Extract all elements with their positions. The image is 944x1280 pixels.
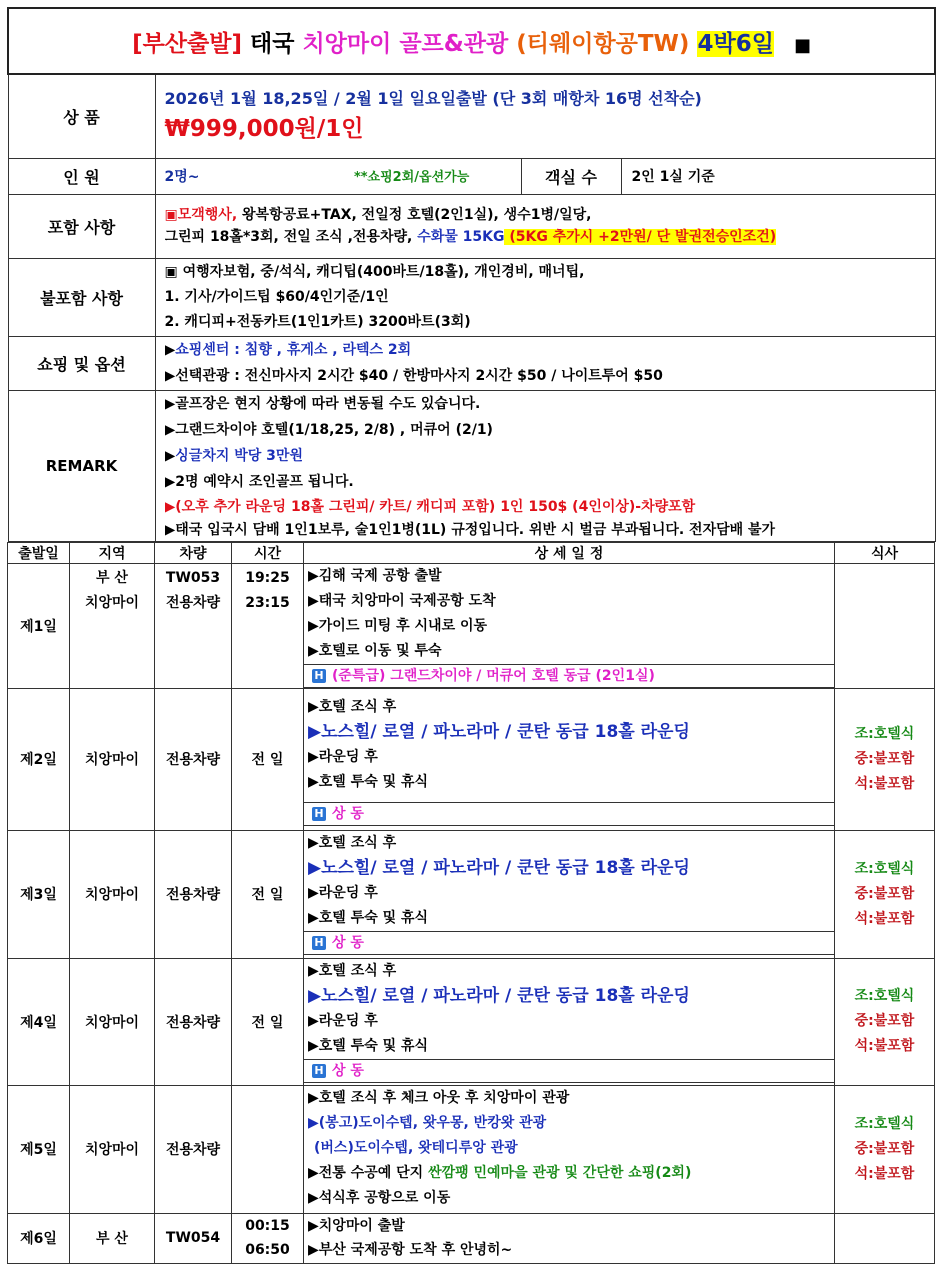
day-row	[8, 563, 935, 688]
day-detail	[304, 688, 835, 830]
schedule-item: ▶태국 치앙마이 국제공항 도착	[308, 592, 496, 609]
shopping-label: 쇼핑 및 옵션	[8, 336, 155, 390]
title-country: 태국	[249, 30, 295, 57]
schedule-item: ▶호텔 조식 후	[308, 962, 397, 979]
arrow-icon: ▶	[164, 342, 176, 358]
remark-line: ▶골프장은 현지 상황에 따라 변동될 수도 있습니다.	[164, 395, 481, 412]
time	[232, 1085, 304, 1213]
schedule-item: ▶라운딩 후	[308, 884, 378, 901]
region: 치앙마이	[70, 958, 155, 1085]
vehicle: TW054	[155, 1213, 232, 1263]
included-line2: 그린피 18홀*3회, 전일 조식 ,전용차량,	[164, 229, 418, 245]
schedule-item: ▶호텔 조식 후	[308, 834, 397, 851]
time: 23:15	[245, 594, 290, 611]
schedule-item: ▶석식후 공항으로 이동	[308, 1189, 451, 1206]
meal-cell	[835, 688, 935, 830]
product-label: 상 품	[8, 74, 155, 158]
meal-breakfast: 조:호텔식	[854, 725, 915, 742]
meal-breakfast: 조:호텔식	[854, 1115, 915, 1132]
title-duration: 4박6일	[697, 30, 774, 57]
hotel-icon: H	[312, 1064, 326, 1078]
title-square-icon: ■	[793, 34, 811, 56]
shopping-centers: 쇼핑센터 : 침향 , 휴게소 , 라텍스 2회	[175, 342, 412, 358]
remark-line: ▶그랜드차이야 호텔(1/18,25, 2/8) , 머큐어 (2/1)	[164, 421, 493, 438]
itinerary-document	[7, 7, 934, 1264]
title-airline: (티웨이항공TW)	[516, 30, 690, 57]
schedule-item: ▶부산 국제공항 도착 후 안녕히~	[308, 1242, 513, 1258]
included-cell	[155, 194, 935, 258]
excluded-line: 2. 캐디피+전동카트(1인1카트) 3200바트(3회)	[164, 313, 471, 330]
schedule-item: ▶호텔 조식 후	[308, 698, 397, 715]
people-cell	[155, 158, 521, 194]
vehicle: 전용차량	[155, 958, 232, 1085]
schedule-item: (버스)도이수텝, 왓테디루앙 관광	[314, 1139, 518, 1156]
hotel-name: 상 동	[332, 934, 364, 951]
product-dates: 2026년 1월 18,25일 / 2월 1일 일요일출발 (단 3회 매항차 16명 선착순)	[164, 89, 702, 109]
vehicle: TW053	[165, 569, 221, 586]
day-detail	[304, 958, 835, 1085]
region: 부 산	[70, 1213, 155, 1263]
day-detail	[304, 563, 835, 688]
header-detail: 상 세 일 정	[304, 542, 835, 563]
schedule-item: ▶김해 국제 공항 출발	[308, 567, 442, 584]
meal-dinner: 석:불포함	[854, 1165, 915, 1182]
title-departure: [부산출발]	[132, 30, 242, 57]
meal-cell	[835, 1213, 935, 1263]
time: 06:50	[245, 1242, 290, 1258]
header-meal: 식사	[835, 542, 935, 563]
day-detail	[304, 1085, 835, 1213]
region: 치앙마이	[70, 830, 155, 958]
hotel-line	[304, 1059, 834, 1083]
remark-label: REMARK	[8, 390, 155, 541]
meal-lunch: 중:불포함	[854, 750, 915, 767]
vehicle: 전용차량	[165, 594, 221, 611]
included-baggage-note: (5KG 추가시 +2만원/ 단 발권전승인조건)	[504, 229, 777, 245]
header-vehicle: 차량	[155, 542, 232, 563]
golf-round: ▶노스힐/ 로열 / 파노라마 / 쿤탄 동급 18홀 라운딩	[308, 857, 690, 878]
remark-line: ▶2명 예약시 조인골프 됩니다.	[164, 473, 354, 490]
room-label: 객실 수	[521, 158, 621, 194]
excluded-line: 1. 기사/가이드팁 $60/4인기준/1인	[164, 288, 389, 305]
schedule-item: ▶호텔로 이동 및 투숙	[308, 642, 442, 659]
product-price: ₩999,000원/1인	[164, 116, 364, 143]
region: 부 산	[96, 569, 128, 586]
schedule-item: ▶라운딩 후	[308, 1012, 378, 1029]
vehicle: 전용차량	[155, 688, 232, 830]
remark-extra-round: ▶(오후 추가 라운딩 18홀 그린피/ 카트/ 캐디피 포함) 1인 150$ (4인이상)-차량포함	[164, 498, 696, 515]
time: 19:25	[245, 569, 290, 586]
room-value: 2인 1실 기준	[621, 158, 935, 194]
schedule-item: ▶가이드 미팅 후 시내로 이동	[308, 617, 488, 634]
schedule-item: ▶전통 수공예 단지	[308, 1164, 429, 1181]
golf-round: ▶노스힐/ 로열 / 파노라마 / 쿤탄 동급 18홀 라운딩	[308, 721, 690, 742]
remark-cell	[155, 390, 935, 541]
hotel-icon: H	[312, 807, 326, 821]
hotel-name: (준특급) 그랜드차이야 / 머큐어 호텔 동급 (2인1실)	[332, 667, 655, 684]
meal-breakfast: 조:호텔식	[854, 860, 915, 877]
time: 전 일	[232, 958, 304, 1085]
meal-lunch: 중:불포함	[854, 1013, 915, 1029]
time: 전 일	[232, 830, 304, 958]
people-label: 인 원	[8, 158, 155, 194]
hotel-name: 상 동	[332, 1062, 364, 1079]
remark-customs: ▶태국 입국시 담배 1인1보루, 술1인1병(1L) 규정입니다. 위반 시 벌금 부과됩니다. 전자담배 불가	[164, 521, 776, 538]
time: 00:15	[245, 1218, 290, 1234]
title-destination: 치앙마이 골프&관광	[302, 30, 509, 57]
schedule-item: ▶호텔 조식 후 체크 아웃 후 치앙마이 관광	[308, 1089, 570, 1106]
meal-breakfast: 조:호텔식	[854, 988, 915, 1004]
info-table	[7, 7, 936, 542]
header-date: 출발일	[8, 542, 70, 563]
meal-dinner: 석:불포함	[854, 1038, 915, 1054]
hotel-line	[304, 931, 834, 955]
day-label: 제2일	[8, 688, 70, 830]
day-row	[8, 830, 935, 958]
day-label: 제5일	[8, 1085, 70, 1213]
hotel-name: 상 동	[332, 805, 364, 822]
people-value: 2명~	[164, 169, 200, 185]
shopping-note: **쇼핑2회/옵션가능	[353, 170, 470, 185]
meal-cell	[835, 958, 935, 1085]
day-label: 제3일	[8, 830, 70, 958]
shopping-village: 싼깜팽 민예마을 관광 및 간단한 쇼핑(2회)	[428, 1164, 692, 1181]
included-baggage: 수화물 15KG	[417, 229, 505, 245]
shopping-cell	[155, 336, 935, 390]
golf-round: ▶노스힐/ 로열 / 파노라마 / 쿤탄 동급 18홀 라운딩	[308, 985, 690, 1006]
hotel-icon: H	[312, 936, 326, 950]
included-line1: 왕복항공료+TAX, 전일정 호텔(2인1실), 생수1병/일당,	[237, 207, 592, 223]
optional-tours: ▶선택관광 : 전신마사지 2시간 $40 / 한방마사지 2시간 $50 / 나이트투어 $50	[164, 368, 663, 384]
header-time: 시간	[232, 542, 304, 563]
schedule-table	[7, 542, 935, 1264]
hotel-line	[304, 802, 834, 826]
header-region: 지역	[70, 542, 155, 563]
meal-lunch: 중:불포함	[854, 885, 915, 902]
region: 치앙마이	[84, 594, 140, 611]
day-row	[8, 958, 935, 1085]
excluded-label: 불포함 사항	[8, 258, 155, 336]
document-title	[8, 8, 935, 74]
region: 치앙마이	[70, 688, 155, 830]
day-label: 제1일	[8, 563, 70, 688]
time: 전 일	[232, 688, 304, 830]
arrow-icon: ▶	[164, 447, 176, 464]
day-row	[8, 1085, 935, 1213]
excluded-line: ▣ 여행자보험, 중/석식, 캐디팁(400바트/18홀), 개인경비, 매너팁,	[164, 263, 585, 280]
vehicle: 전용차량	[155, 830, 232, 958]
schedule-item: ▶호텔 투숙 및 휴식	[308, 773, 429, 790]
schedule-item: ▶치앙마이 출발	[308, 1218, 405, 1234]
included-label: 포함 사항	[8, 194, 155, 258]
day-label: 제4일	[8, 958, 70, 1085]
meal-cell	[835, 563, 935, 688]
meal-cell	[835, 1085, 935, 1213]
remark-single-charge: 싱글차지 박당 3만원	[175, 447, 303, 464]
day-detail	[304, 830, 835, 958]
hotel-icon: H	[312, 669, 326, 683]
day-row	[8, 688, 935, 830]
schedule-item: ▶호텔 투숙 및 휴식	[308, 909, 429, 926]
meal-cell	[835, 830, 935, 958]
schedule-item: ▶라운딩 후	[308, 748, 378, 765]
day-detail	[304, 1213, 835, 1263]
included-promo: ▣모객행사,	[164, 207, 238, 223]
day-label: 제6일	[8, 1213, 70, 1263]
schedule-header-row	[8, 542, 935, 563]
hotel-line	[304, 664, 834, 688]
day-row	[8, 1213, 935, 1263]
product-cell	[155, 74, 935, 158]
meal-dinner: 석:불포함	[854, 775, 915, 792]
meal-dinner: 석:불포함	[854, 910, 915, 927]
meal-lunch: 중:불포함	[854, 1140, 915, 1157]
schedule-item: ▶(봉고)도이수텝, 왓우몽, 반캉왓 관광	[308, 1114, 547, 1131]
schedule-item: ▶호텔 투숙 및 휴식	[308, 1037, 429, 1054]
vehicle: 전용차량	[155, 1085, 232, 1213]
excluded-cell	[155, 258, 935, 336]
region: 치앙마이	[70, 1085, 155, 1213]
